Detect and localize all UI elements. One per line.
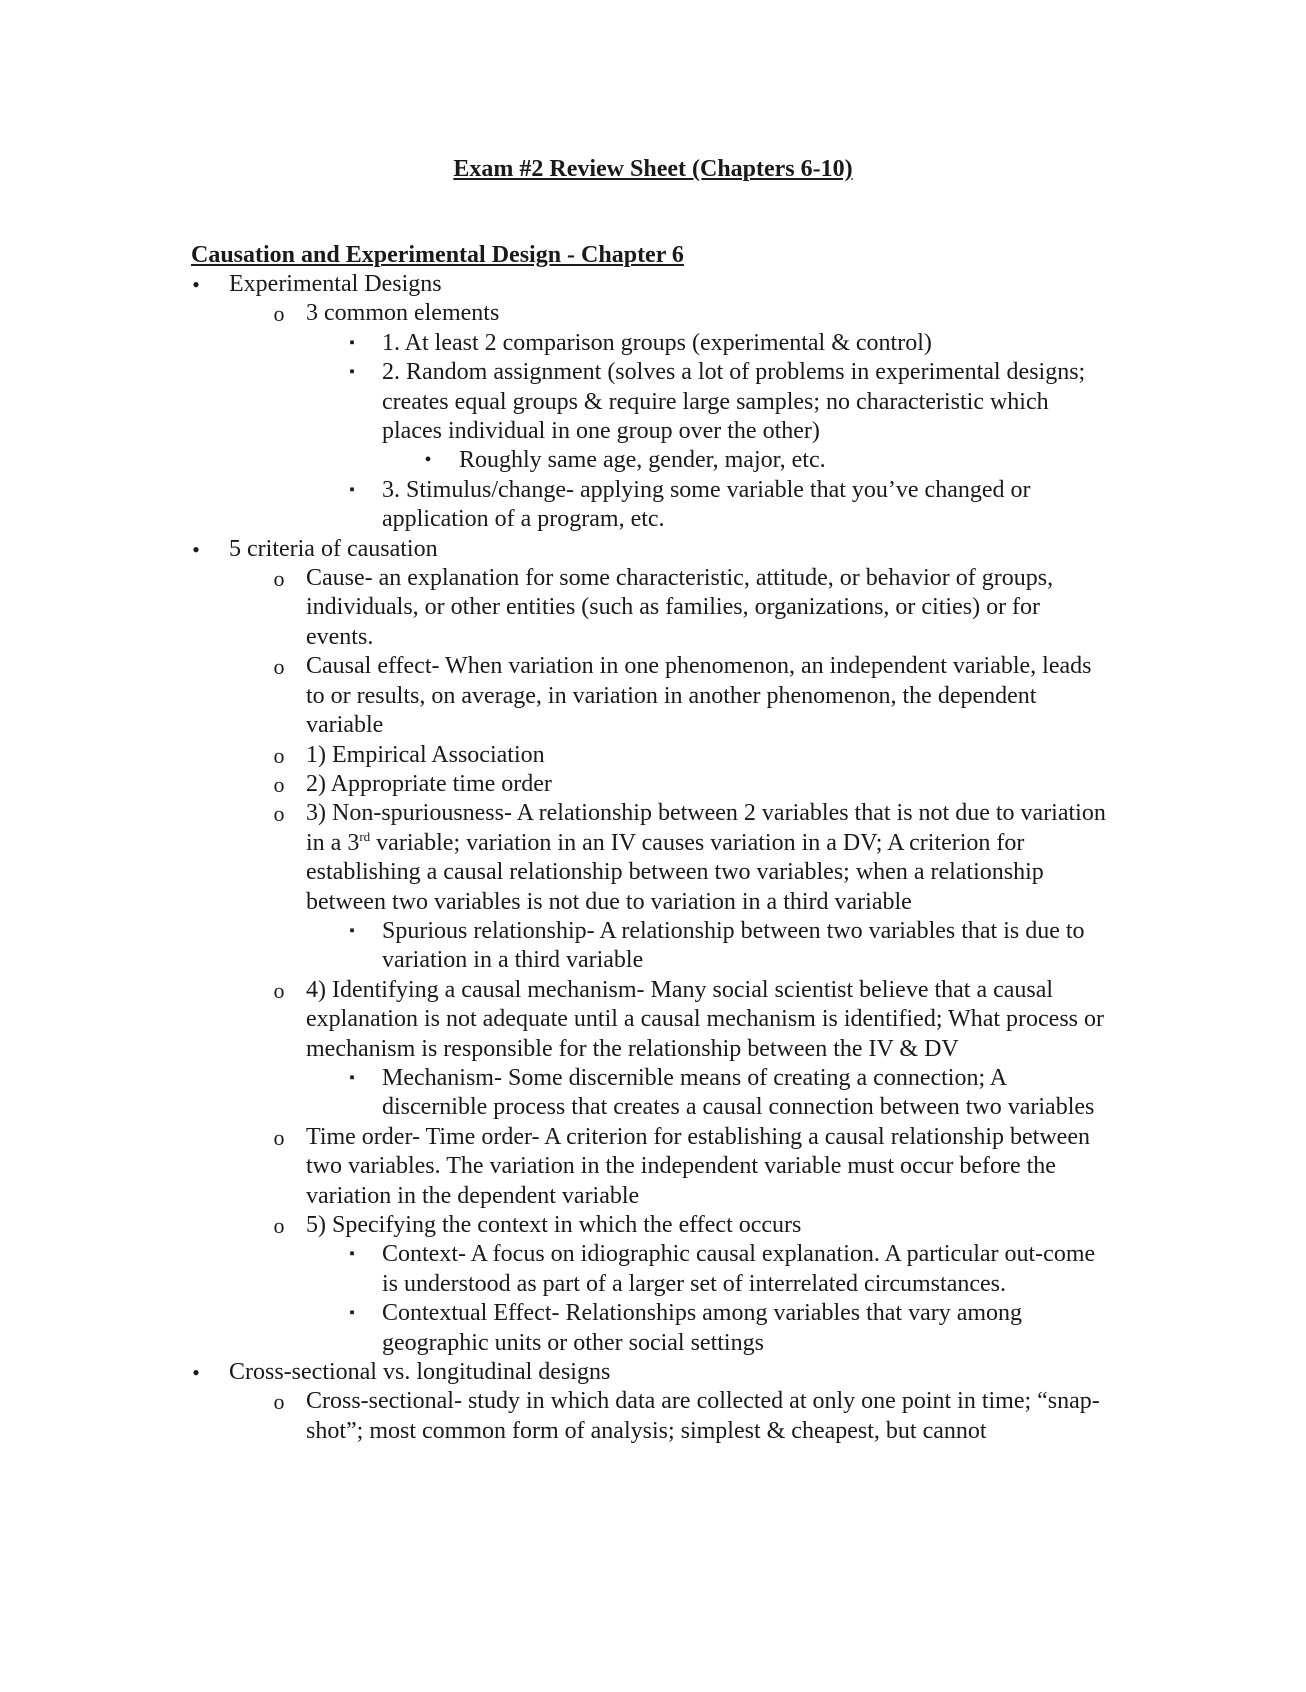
- section-heading: Causation and Experimental Design - Chapter 6: [191, 242, 684, 268]
- list-item: [0, 652, 1106, 740]
- list-item: [0, 1299, 1107, 1358]
- list-item: [0, 1240, 1107, 1299]
- list-item: [0, 976, 1106, 1064]
- list-item: [0, 1064, 1107, 1123]
- list-item-text: 4) Identifying a causal mechanism- Many social scientist believe that a causal explanation is not adequate until a causal mechanism is identified; What process or mechanism is responsible for the relationship between the IV & DV: [306, 976, 1104, 1062]
- bullet-level3: ▪: [349, 334, 355, 351]
- list-item-text: Causal effect- When variation in one phenomenon, an independent variable, leads to or results, on average, in variation in another phenomenon, the dependent variable: [306, 653, 1092, 739]
- list-item: [0, 741, 1106, 770]
- list-item: [0, 270, 1099, 299]
- list-item-text: Time order- Time order- A criterion for establishing a causal relationship between two variables. The variation in the independent variable must occur before the variation in the dependent variable: [306, 1123, 1090, 1209]
- list-item-text: 1) Empirical Association: [306, 741, 545, 768]
- bullet-level4: •: [424, 449, 432, 472]
- list-item-text: 5 criteria of causation: [229, 535, 438, 562]
- bullet-level2: o: [273, 1389, 285, 1415]
- bullet-level2: o: [273, 301, 285, 327]
- bullet-level2: o: [273, 977, 285, 1003]
- bullet-level2: o: [273, 654, 285, 680]
- list-item: [0, 1211, 1106, 1240]
- list-item: [0, 564, 1106, 652]
- bullet-level3: ▪: [349, 1305, 355, 1322]
- list-item-text: Cause- an explanation for some characteristic, attitude, or behavior of groups, individuals, or other entities (such as families, organizations, or cities) or for events.: [306, 565, 1054, 650]
- bullet-level2: o: [273, 801, 285, 827]
- bullet-level2: o: [273, 771, 285, 797]
- list-item-text: 1. At least 2 comparison groups (experimental & control): [382, 329, 932, 356]
- list-item: [0, 1387, 1106, 1446]
- bullet-level2: o: [273, 566, 285, 592]
- list-item-text-after-sup: variable; variation in an IV causes variation in a DV; A criterion for establishing a causal relationship between two variables; when a relationship between two variables is not due to variation in a third variable: [306, 829, 1044, 915]
- list-item-text-before-sup: 3) Non-spuriousness- A relationship between 2 variables that is not due to variation in a 3: [306, 800, 1106, 856]
- list-item: [0, 299, 1106, 328]
- list-item-text: Roughly same age, gender, major, etc.: [459, 447, 826, 474]
- list-item-text: Contextual Effect- Relationships among variables that vary among geographic units or other social settings: [382, 1300, 1023, 1356]
- list-item-text: Cross-sectional- study in which data are collected at only one point in time; “snap-shot”; most common form of analysis; simplest & cheapest, but cannot: [306, 1388, 1100, 1444]
- list-item-text: Spurious relationship- A relationship between two variables that is due to variation in a third variable: [382, 917, 1085, 974]
- list-item: [0, 1123, 1106, 1211]
- bullet-level2: o: [273, 1213, 285, 1238]
- list-item: [0, 917, 1107, 976]
- bullet-level1: •: [192, 536, 200, 562]
- bullet-level1: •: [192, 1360, 200, 1386]
- list-item: [0, 1358, 1099, 1387]
- list-item: [0, 446, 1099, 475]
- list-item: [0, 770, 1106, 799]
- list-item-text: 3. Stimulus/change- applying some variable that you’ve changed or application of a program, etc.: [382, 476, 1031, 533]
- list-item-text: Experimental Designs: [229, 271, 442, 297]
- list-item-text: Mechanism- Some discernible means of creating a connection; A discernible process that creates a causal connection between two variables: [382, 1064, 1095, 1121]
- bullet-level2: o: [273, 742, 285, 768]
- list-item-text: Context- A focus on idiographic causal explanation. A particular out-come is understood as part of a larger set of interrelated circumstances.: [382, 1241, 1096, 1297]
- bullet-level3: ▪: [349, 1069, 355, 1086]
- bullet-level3: ▪: [349, 364, 355, 381]
- list-item: [0, 476, 1107, 535]
- bullet-level3: ▪: [349, 1246, 355, 1263]
- bullet-level2: o: [273, 1124, 285, 1150]
- document-title: Exam #2 Review Sheet (Chapters 6-10): [453, 156, 853, 182]
- bullet-level3: ▪: [349, 481, 355, 498]
- list-item: [0, 799, 1106, 917]
- list-item: [0, 535, 1099, 564]
- list-item-text: 2. Random assignment (solves a lot of problems in experimental designs; creates equal groups & require large samples; no characteristic which places individual in one group over the other): [382, 359, 1086, 445]
- bullet-level1: •: [192, 272, 200, 297]
- list-item: [0, 358, 1107, 446]
- list-item-text: 5) Specifying the context in which the effect occurs: [306, 1212, 802, 1238]
- list-item-text: Cross-sectional vs. longitudinal designs: [229, 1359, 611, 1386]
- list-item-text: 3 common elements: [306, 300, 500, 327]
- outline-list: [0, 270, 1306, 1446]
- list-item-text: 2) Appropriate time order: [306, 770, 552, 797]
- bullet-level3: ▪: [349, 922, 355, 939]
- superscript-ordinal: rd: [359, 828, 371, 844]
- list-item: [0, 329, 1107, 358]
